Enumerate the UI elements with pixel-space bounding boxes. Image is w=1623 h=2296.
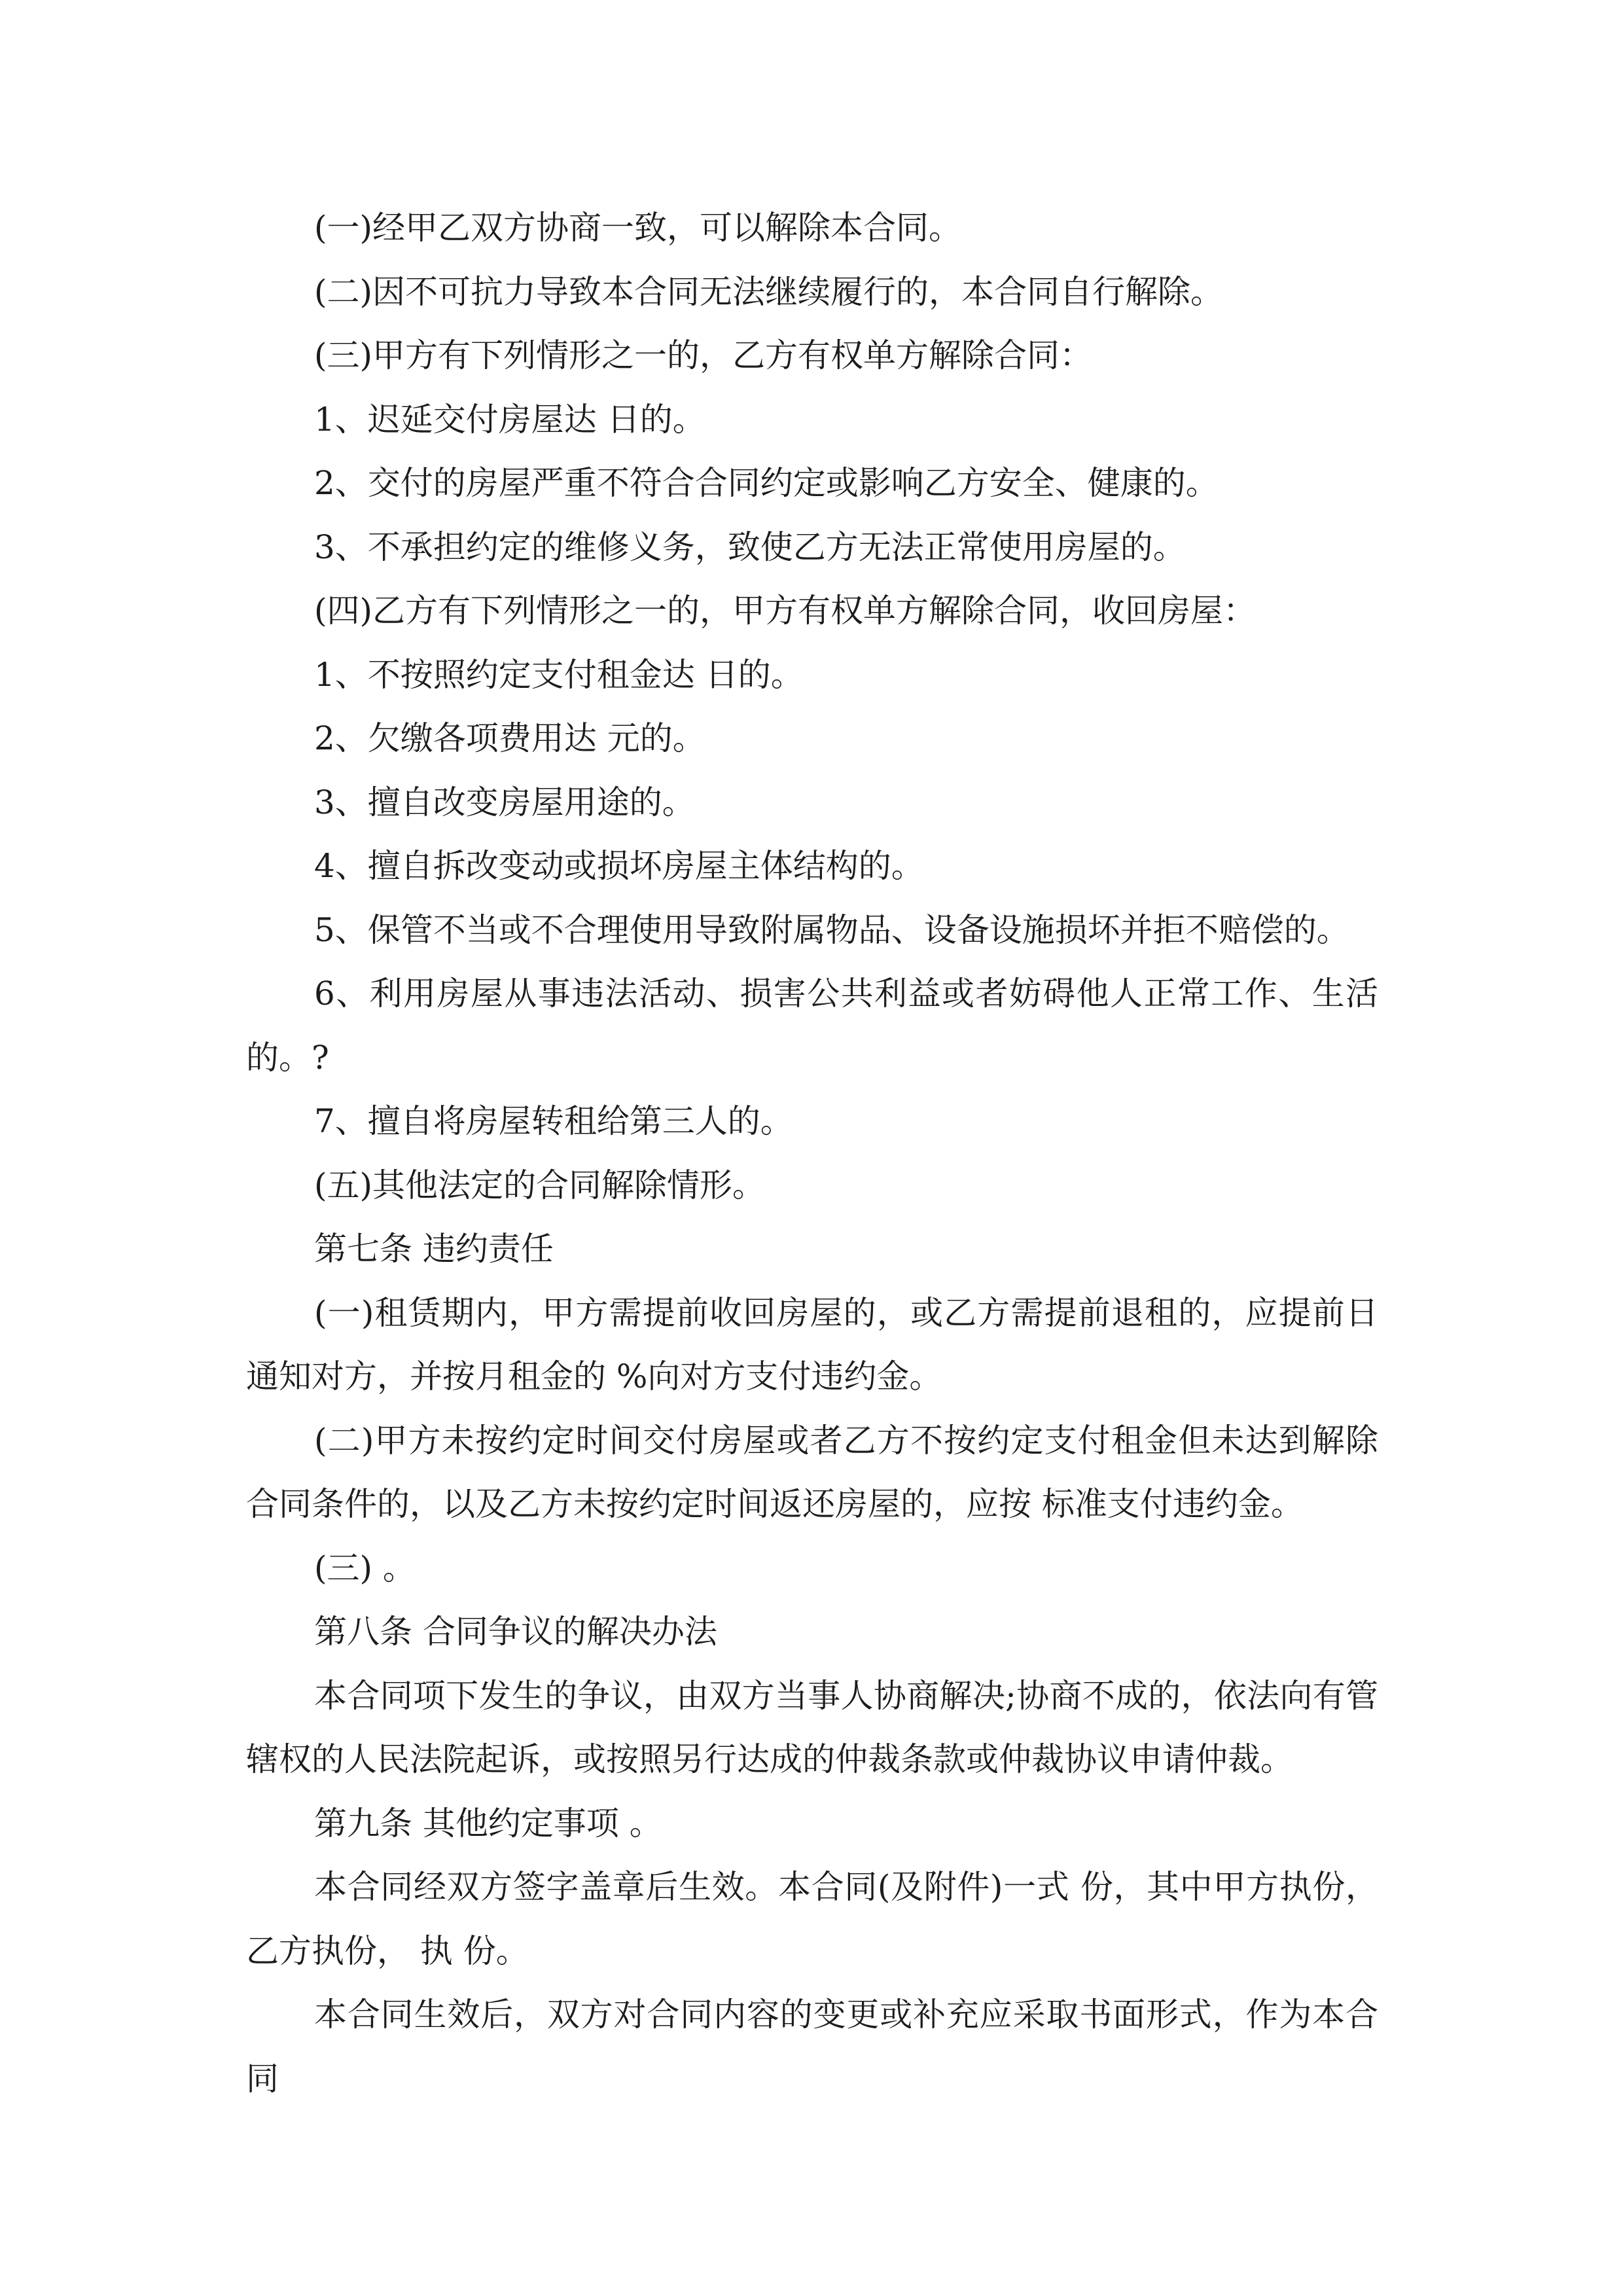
paragraph-other-legal-termination: (五)其他法定的合同解除情形。 [314,1166,766,1204]
list-item-b-1: 1、迟延交付房屋达 日的。 [314,400,705,439]
article-8-heading: 第八条 合同争议的解决办法 [314,1613,717,1651]
list-item-b-3: 3、不承担约定的维修义务，致使乙方无法正常使用房屋的。 [314,528,1186,566]
list-item-b-2: 2、交付的房屋严重不符合合同约定或影响乙方安全、健康的。 [314,464,1219,502]
paragraph-amendments: 本合同生效后，双方对合同内容的变更或补充应采取书面形式，作为本合同 [246,1996,1378,2098]
paragraph-item-three-blank: (三) 。 [314,1549,416,1587]
list-item-a-5: 5、保管不当或不合理使用导致附属物品、设备设施损坏并拒不赔偿的。 [314,910,1349,949]
paragraph-party-b-termination-rights: (三)甲方有下列情形之一的，乙方有权单方解除合同： [314,336,1093,374]
paragraph-dispute-resolution: 本合同项下发生的争议，由双方当事人协商解决;协商不成的，依法向有管辖权的人民法院起诉，或按照另行达成的仲裁条款或仲裁协议申请仲裁。 [246,1676,1378,1778]
list-item-a-7: 7、擅自将房屋转租给第三人的。 [314,1102,793,1140]
document-body [246,196,1378,2111]
article-7-heading: 第七条 违约责任 [314,1230,554,1268]
paragraph-termination-by-agreement: (一)经甲乙双方协商一致，可以解除本合同。 [314,209,962,247]
list-item-a-2: 2、欠缴各项费用达 元的。 [314,719,705,757]
list-item-a-4: 4、擅自拆改变动或损坏房屋主体结构的。 [314,847,924,885]
list-item-a-1: 1、不按照约定支付租金达 日的。 [314,655,804,694]
list-item-a-6: 6、利用房屋从事违法活动、损害公共利益或者妨碍他人正常工作、生活的。? [246,975,1378,1077]
paragraph-force-majeure: (二)因不可抗力导致本合同无法继续履行的，本合同自行解除。 [314,272,1224,311]
paragraph-effectiveness-and-copies: 本合同经双方签字盖章后生效。本合同(及附件)一式 份，其中甲方执份，乙方执份， 执 份。 [246,1868,1378,1970]
paragraph-early-termination-penalty: (一)租赁期内，甲方需提前收回房屋的，或乙方需提前退租的，应提前日通知对方，并按月租金的 %向对方支付违约金。 [246,1293,1378,1395]
article-9-heading: 第九条 其他约定事项 。 [314,1804,662,1842]
list-item-a-3: 3、擅自改变房屋用途的。 [314,783,695,821]
paragraph-late-delivery-penalty: (二)甲方未按约定时间交付房屋或者乙方不按约定支付租金但未达到解除合同条件的，以及乙方未按约定时间返还房屋的，应按 标准支付违约金。 [246,1421,1378,1523]
paragraph-party-a-termination-rights: (四)乙方有下列情形之一的，甲方有权单方解除合同，收回房屋： [314,592,1257,630]
